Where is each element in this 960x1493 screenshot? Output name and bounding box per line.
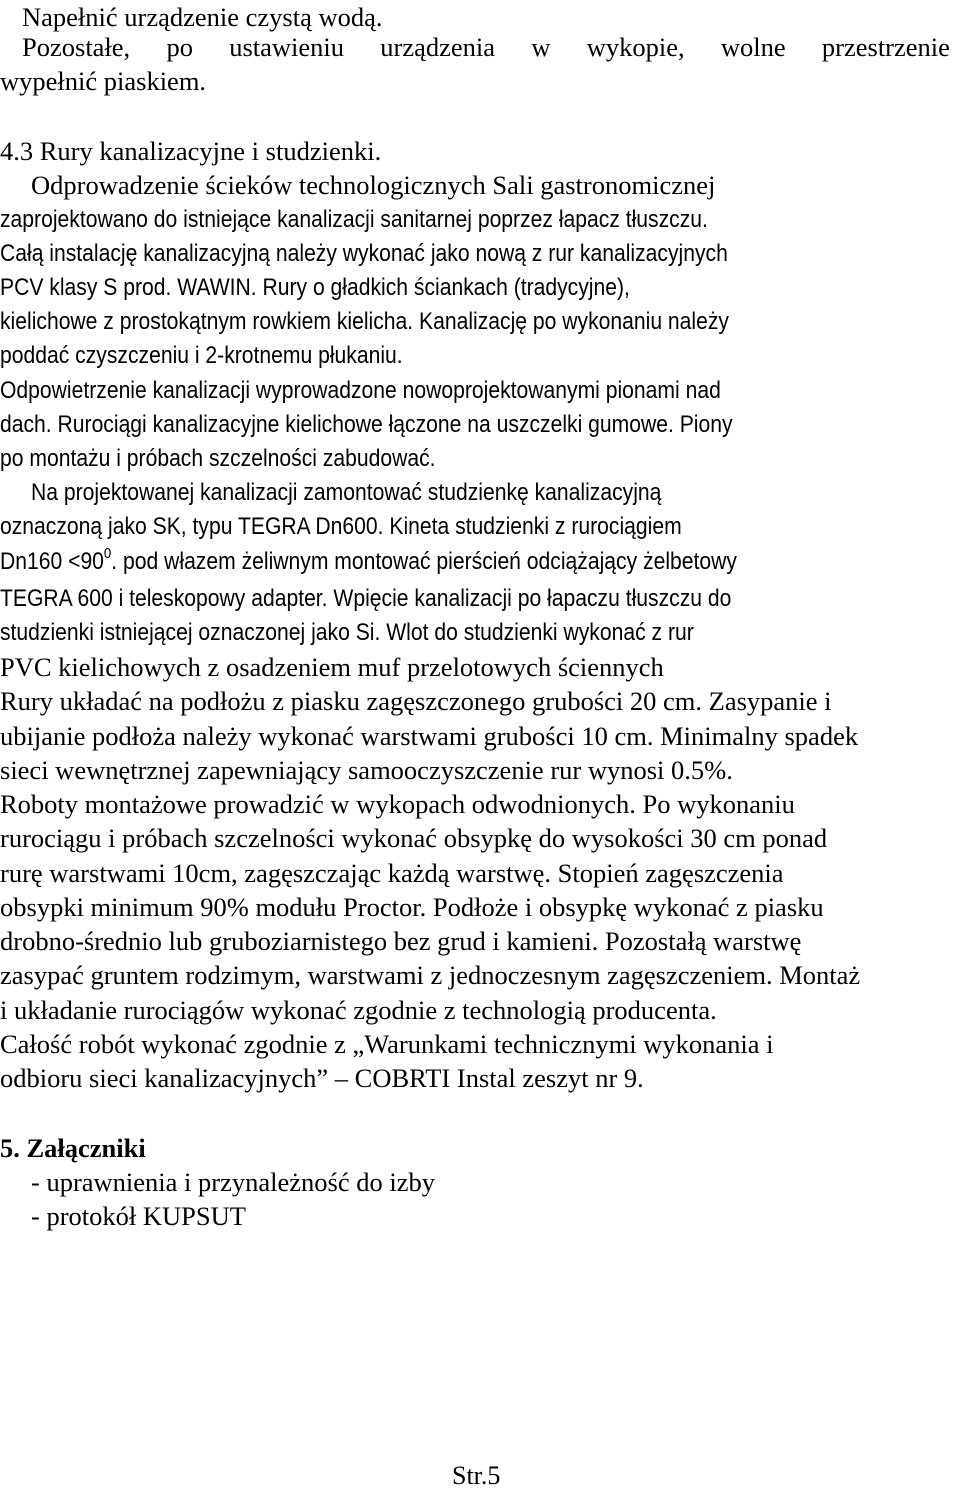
paragraph-line: Całość robót wykonać zgodnie z „Warunkami technicznymi wykonania i [0,1029,774,1059]
paragraph-line: PVC kielichowych z osadzeniem muf przelotowych ściennych [0,652,664,682]
paragraph-line: wypełnić piaskiem. [0,66,207,96]
paragraph-line [0,271,630,305]
paragraph-line: rurociągu i próbach szczelności wykonać obsypkę do wysokości 30 cm ponad [0,823,828,853]
paragraph-line: zasypać gruntem rodzimym, warstwami z jednoczesnym zagęszczeniem. Montaż [0,960,861,990]
text-segment: . pod włazem żeliwnym montować pierścień odciążający żelbetowy [111,548,737,575]
paragraph-line [0,305,729,339]
paragraph-line: i układanie rurociągów wykonać zgodnie z technologią producenta. [0,995,717,1025]
paragraph-line: studzienki istniejącej oznaczonej jako Si. Wlot do studzienki wykonać z rur [0,619,694,646]
paragraph-line: Rury układać na podłożu z piasku zagęszczonego grubości 20 cm. Zasypanie i [0,686,832,716]
paragraph-line: ubijanie podłoża należy wykonać warstwami grubości 10 cm. Minimalny spadek [0,721,859,751]
list-item: - uprawnienia i przynależność do izby [31,1167,435,1197]
paragraph-line: Odprowadzenie ścieków technologicznych Sali gastronomicznej [31,170,716,200]
word: ustawieniu [229,32,345,62]
paragraph-line: Napełnić urządzenie czystą wodą. [22,2,383,32]
word: wykopie, [586,32,685,62]
paragraph-line: odbioru sieci kanalizacyjnych” – COBRTI Instal zeszyt nr 9. [0,1063,644,1093]
page-number: Str.5 [452,1461,501,1490]
paragraph-line [0,545,737,579]
paragraph-line: drobno-średnio lub gruboziarnistego bez grud i kamieni. Pozostałą warstwę [0,926,802,956]
text-segment: kielichowe z prostokątnym rowkiem kielicha. [0,308,414,335]
paragraph-line: Całą instalację kanalizacyjną należy wykonać jako nową z rur kanalizacyjnych [0,240,728,267]
paragraph-line: Roboty montażowe prowadzić w wykopach odwodnionych. Po wykonaniu [0,789,795,819]
word: Pozostałe, [22,32,131,62]
list-item: - protokół KUPSUT [31,1201,246,1231]
paragraph-line: dach. Rurociągi kanalizacyjne kielichowe łączone na uszczelki gumowe. Piony [0,411,733,438]
text-segment: PCV klasy S prod. WAWIN. [0,274,257,301]
section-heading: 4.3 Rury kanalizacyjne i studzienki. [0,136,382,166]
word: po [166,32,193,62]
paragraph-line: Na projektowanej kanalizacji zamontować studzienkę kanalizacyjną [31,479,662,506]
section-heading: 5. Załączniki [0,1133,146,1163]
text-segment: Kanalizację po wykonaniu należy [419,308,729,335]
paragraph-line: poddać czyszczeniu i 2-krotnemu płukaniu. [0,342,403,369]
word: w [531,32,551,62]
paragraph-line: rurę warstwami 10cm, zagęszczając każdą warstwę. Stopień zagęszczenia [0,858,784,888]
paragraph-line: TEGRA 600 i teleskopowy adapter. Wpięcie kanalizacji po łapaczu tłuszczu do [0,585,732,612]
paragraph-line: sieci wewnętrznej zapewniający samooczyszczenie rur wynosi 0.5%. [0,755,733,785]
paragraph-line: Odpowietrzenie kanalizacji wyprowadzone nowoprojektowanymi pionami nad [0,377,721,404]
paragraph-line: po montażu i próbach szczelności zabudować. [0,445,436,472]
word: przestrzenie [821,32,950,62]
text-segment: Dn160 <90 [0,548,104,575]
degree-superscript: 0 [103,545,112,562]
paragraph-line: obsypki minimum 90% modułu Proctor. Podłoże i obsypkę wykonać z piasku [0,892,824,922]
paragraph-line-justified [22,30,950,64]
text-segment: Rury o gładkich ściankach (tradycyjne), [262,274,630,301]
paragraph-line: zaprojektowano do istniejące kanalizacji sanitarnej poprzez łapacz tłuszczu. [0,206,708,233]
word: wolne [720,32,786,62]
paragraph-line: oznaczoną jako SK, typu TEGRA Dn600. Kineta studzienki z rurociągiem [0,513,682,540]
word: urządzenia [380,32,496,62]
